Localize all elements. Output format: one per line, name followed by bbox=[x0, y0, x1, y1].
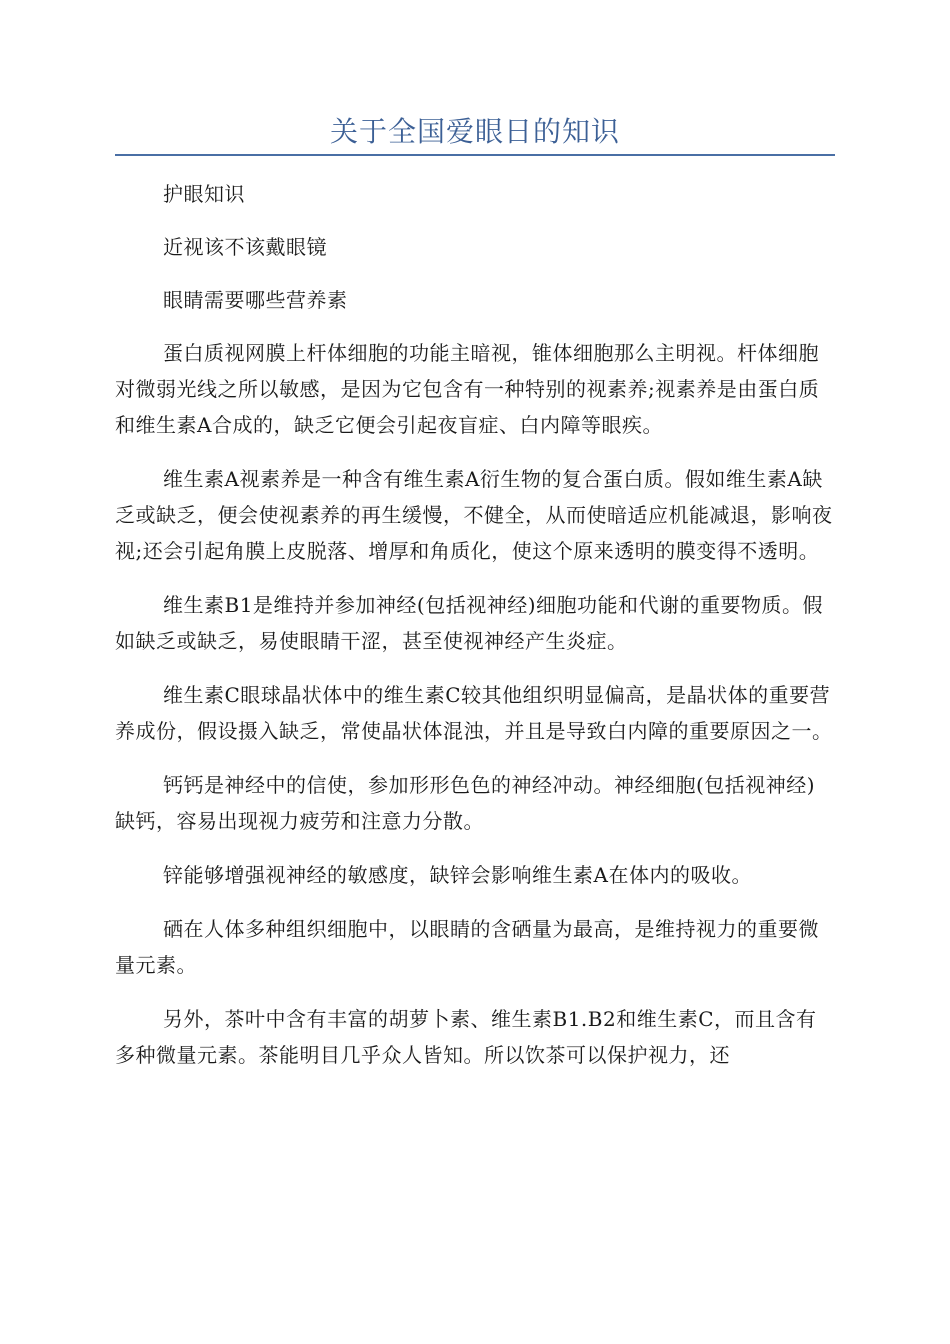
paragraph-vitamin-c: 维生素C眼球晶状体中的维生素C较其他组织明显偏高，是晶状体的重要营养成份，假设摄入缺乏，常使晶状体混浊，并且是导致白内障的重要原因之一。 bbox=[115, 683, 833, 743]
document-body bbox=[115, 176, 835, 1091]
document-title: 关于全国爱眼日的知识 bbox=[329, 115, 620, 148]
paragraph-selenium: 硒在人体多种组织细胞中，以眼睛的含硒量为最高，是维持视力的重要微量元素。 bbox=[115, 917, 819, 977]
paragraph-myopia-glasses: 近视该不该戴眼镜 bbox=[163, 235, 327, 259]
paragraph-calcium: 钙钙是神经中的信使，参加形形色色的神经冲动。神经细胞(包括视神经)缺钙，容易出现视力疲劳和注意力分散。 bbox=[115, 773, 816, 833]
paragraph-eye-nutrients: 眼睛需要哪些营养素 bbox=[163, 288, 348, 312]
paragraph-zinc: 锌能够增强视神经的敏感度，缺锌会影响维生素A在体内的吸收。 bbox=[163, 863, 752, 887]
paragraph-tea: 另外，茶叶中含有丰富的胡萝卜素、维生素B1.B2和维生素C，而且含有多种微量元素。茶能明目几乎众人皆知。所以饮茶可以保护视力，还 bbox=[115, 1007, 817, 1067]
paragraph-vitamin-b1: 维生素B1是维持并参加神经(包括视神经)细胞功能和代谢的重要物质。假如缺乏或缺乏，易使眼睛干涩，甚至使视神经产生炎症。 bbox=[115, 593, 824, 653]
paragraph-eye-care-knowledge: 护眼知识 bbox=[163, 182, 245, 206]
paragraph-protein: 蛋白质视网膜上杆体细胞的功能主暗视，锥体细胞那么主明视。杆体细胞对微弱光线之所以敏感，是因为它包含有一种特别的视素养;视素养是由蛋白质和维生素A合成的，缺乏它便会引起夜盲症、白内障等眼疾。 bbox=[115, 341, 820, 437]
title-block bbox=[115, 112, 835, 156]
paragraph-vitamin-a: 维生素A视素养是一种含有维生素A衍生物的复合蛋白质。假如维生素A缺乏或缺乏，便会使视素养的再生缓慢，不健全，从而使暗适应机能减退，影响夜视;还会引起角膜上皮脱落、增厚和角质化，使这个原来透明的膜变得不透明。 bbox=[115, 467, 833, 563]
